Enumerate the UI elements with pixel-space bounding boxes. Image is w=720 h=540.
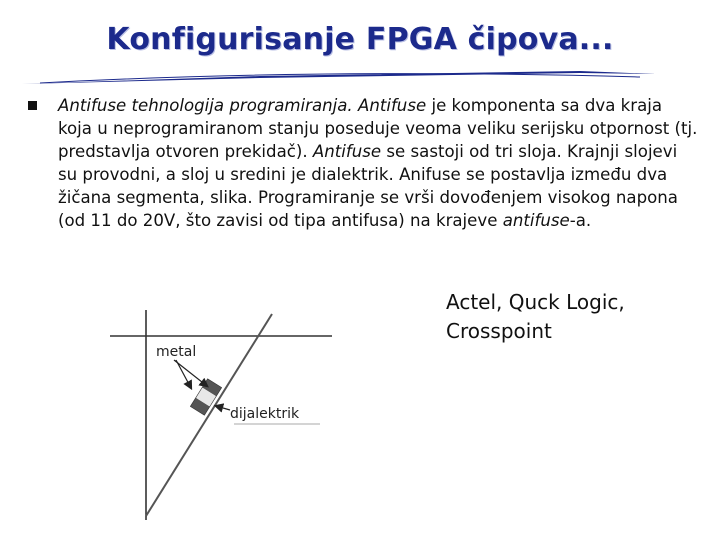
paragraph-text-2: se sastoji od tri sloja. Krajnji slojevi su provodni, a sloj u sredini je dialektrik. Anifuse se postavlja između dva žičana segmenta, slika. Programiranje se vrši dovođenjem visokog napona (od 11 do 20V, što zavisi od tipa antifusa) na krajeve <box>58 142 678 230</box>
term-antifuse-technology: Antifuse tehnologija programiranja. <box>58 96 353 115</box>
dielectric-label: dijalektrik <box>230 406 300 422</box>
bullet-square-icon <box>28 101 37 110</box>
term-antifuse: Antifuse <box>312 142 382 161</box>
title-underline <box>20 64 660 88</box>
paragraph-text-3: -a. <box>569 211 592 230</box>
slide-title: Konfigurisanje FPGA čipova... <box>106 22 614 57</box>
term-antifuse: antifuse <box>502 211 570 230</box>
manufacturers-note: Actel, Quck Logic, Crosspoint <box>446 290 625 343</box>
body-paragraph <box>58 94 698 232</box>
paragraph-text-1: je komponenta sa dva kraja koja u neprogramiranom stanju poseduje veoma veliku serijsku otpornost (tj. predstavlja otvoren prekidač). <box>58 96 698 161</box>
metal-label: metal <box>156 344 197 360</box>
term-antifuse: Antifuse <box>357 96 427 115</box>
antifuse-diagram <box>100 304 340 524</box>
